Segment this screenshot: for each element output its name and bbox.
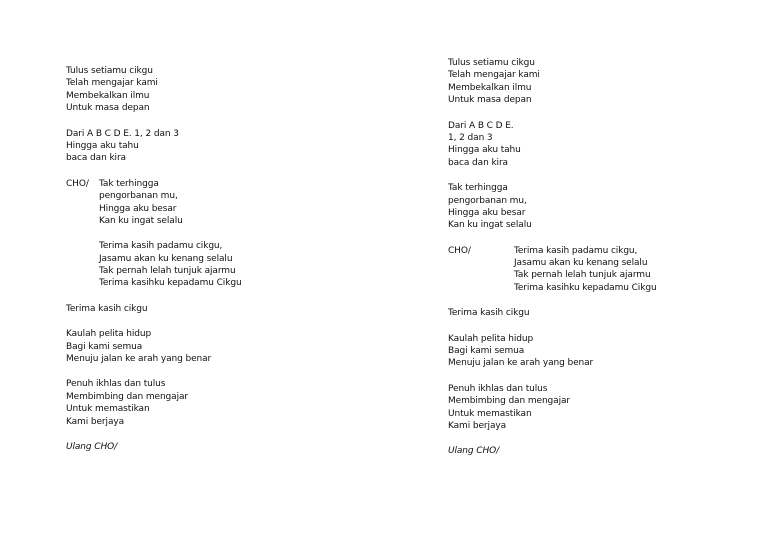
chorus-block bbox=[66, 178, 242, 190]
lyric-line: Kan ku ingat selalu bbox=[99, 215, 183, 226]
lyric-line: Dari A B C D E. bbox=[448, 120, 514, 131]
lyric-line: Tulus setiamu cikgu bbox=[66, 66, 153, 76]
lyric-line: Kaulah pelita hidup bbox=[448, 333, 534, 344]
chorus-label: CHO/ bbox=[448, 245, 471, 256]
lyric-line: Menuju jalan ke arah yang benar bbox=[66, 354, 212, 365]
lyric-line: pengorbanan mu, bbox=[99, 191, 178, 202]
lyric-line: Tak pernah lelah tunjuk ajarmu bbox=[99, 266, 236, 277]
lyric-line: Tulus setiamu cikgu bbox=[448, 58, 535, 68]
lyric-line: Hingga aku tahu bbox=[448, 145, 521, 156]
lyric-line: Penuh ikhlas dan tulus bbox=[66, 379, 166, 390]
lyric-line: baca dan kira bbox=[66, 153, 126, 164]
lyric-line: Kami berjaya bbox=[66, 416, 124, 427]
lyric-line: Tak terhingga bbox=[99, 178, 159, 189]
repeat-chorus-note: Ulang CHO/ bbox=[66, 441, 118, 452]
lyric-line: pengorbanan mu, bbox=[448, 195, 527, 206]
lyric-line: Dari A B C D E. 1, 2 dan 3 bbox=[66, 128, 179, 139]
lyric-line: Membekalkan ilmu bbox=[66, 90, 150, 101]
chorus-label: CHO/ bbox=[66, 178, 89, 189]
lyric-line: Telah mengajar kami bbox=[66, 78, 158, 89]
lyric-line: Terima kasih cikgu bbox=[66, 303, 148, 314]
lyric-line: 1, 2 dan 3 bbox=[448, 132, 493, 143]
lyric-line: Hingga aku besar bbox=[448, 207, 526, 218]
lyric-line: Hingga aku besar bbox=[99, 203, 177, 214]
lyric-line: Bagi kami semua bbox=[448, 346, 525, 357]
lyric-line: Untuk memastikan bbox=[448, 408, 532, 419]
lyrics-left-column bbox=[66, 65, 242, 453]
repeat-chorus-note: Ulang CHO/ bbox=[448, 446, 500, 457]
lyric-line: Jasamu akan ku kenang selalu bbox=[514, 258, 648, 269]
lyrics-right-column bbox=[448, 57, 657, 458]
lyric-line: Jasamu akan ku kenang selalu bbox=[99, 253, 233, 264]
lyric-line: Membimbing dan mengajar bbox=[66, 391, 188, 402]
lyric-line: Membekalkan ilmu bbox=[448, 82, 532, 93]
lyric-line: Penuh ikhlas dan tulus bbox=[448, 383, 548, 394]
chorus-block bbox=[448, 245, 657, 295]
lyric-line: Terima kasihku kepadamu Cikgu bbox=[514, 282, 657, 293]
lyric-line: baca dan kira bbox=[448, 157, 508, 168]
lyric-line: Terima kasih padamu cikgu, bbox=[99, 241, 223, 252]
lyric-line: Telah mengajar kami bbox=[448, 70, 540, 81]
lyric-line: Membimbing dan mengajar bbox=[448, 396, 570, 407]
lyric-line: Tak terhingga bbox=[448, 183, 508, 194]
lyric-line: Hingga aku tahu bbox=[66, 140, 139, 151]
lyric-line: Untuk masa depan bbox=[66, 103, 150, 114]
lyric-line: Kan ku ingat selalu bbox=[448, 220, 532, 231]
lyric-line: Untuk memastikan bbox=[66, 404, 150, 415]
lyric-line: Terima kasih cikgu bbox=[448, 308, 530, 319]
lyric-line: Menuju jalan ke arah yang benar bbox=[448, 358, 594, 369]
lyric-line: Terima kasihku kepadamu Cikgu bbox=[99, 278, 242, 289]
lyric-line: Bagi kami semua bbox=[66, 341, 143, 352]
lyric-line: Untuk masa depan bbox=[448, 95, 532, 106]
lyric-line: Tak pernah lelah tunjuk ajarmu bbox=[514, 270, 651, 281]
lyric-line: Kami berjaya bbox=[448, 420, 506, 431]
lyric-line: Kaulah pelita hidup bbox=[66, 329, 152, 340]
lyric-line: Terima kasih padamu cikgu, bbox=[514, 245, 638, 256]
